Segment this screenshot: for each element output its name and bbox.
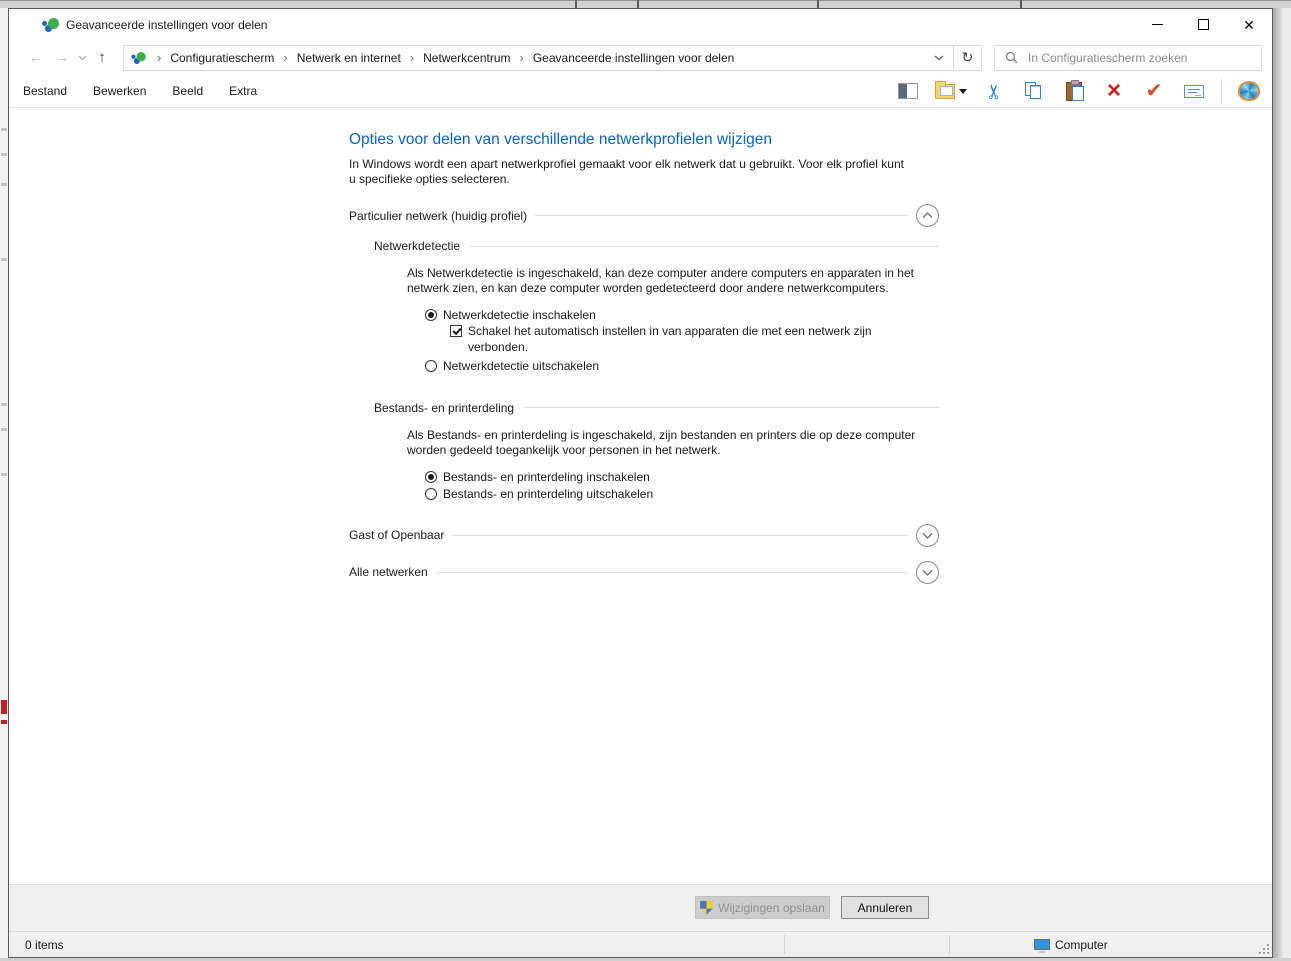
- radio-unselected-icon[interactable]: [425, 360, 437, 372]
- paste-button[interactable]: [1061, 78, 1087, 104]
- collapse-section-button[interactable]: [916, 204, 939, 227]
- minimize-button[interactable]: [1134, 9, 1180, 40]
- breadcrumb-separator-icon: ›: [519, 50, 524, 65]
- preview-pane-icon: [898, 83, 918, 99]
- resize-grip[interactable]: [1259, 944, 1269, 954]
- radio-label[interactable]: Netwerkdetectie uitschakelen: [443, 358, 600, 373]
- status-bar: [9, 931, 1272, 957]
- menu-tools[interactable]: Extra: [229, 84, 258, 98]
- chevron-down-icon: [934, 55, 944, 61]
- menu-edit[interactable]: Bewerken: [93, 84, 147, 98]
- radio-file-sharing-off[interactable]: [425, 487, 939, 501]
- refresh-button[interactable]: ↻: [954, 45, 982, 71]
- forward-button[interactable]: →: [54, 49, 70, 66]
- delete-button[interactable]: [1101, 78, 1127, 104]
- background-window-top: [0, 0, 1291, 8]
- save-button-label: Wijzigingen opslaan: [718, 900, 825, 915]
- close-icon: ✕: [1243, 16, 1255, 33]
- uac-shield-icon: [700, 901, 713, 915]
- cut-button[interactable]: [981, 78, 1007, 104]
- toolbar: [895, 78, 1262, 104]
- section-label: Particulier netwerk (huidig profiel): [349, 208, 528, 223]
- radio-label[interactable]: Bestands- en printerdeling inschakelen: [443, 469, 650, 484]
- subsection-label: Netwerkdetectie: [374, 239, 461, 253]
- items-count: 0 items: [25, 937, 64, 952]
- classic-shell-button[interactable]: [1236, 78, 1262, 104]
- chevron-down-icon: [922, 532, 933, 539]
- address-bar[interactable]: [123, 45, 954, 71]
- menu-toolbar-row: [9, 75, 1272, 108]
- chevron-up-icon: [922, 212, 933, 219]
- checkmark-icon: ✔: [1145, 80, 1163, 102]
- file-sharing-description: Als Bestands- en printerdeling is ingeschakeld, zijn bestanden en printers die op deze computer worden gedeeld toegankelijk voor personen in het netwerk.: [407, 427, 916, 457]
- radio-label[interactable]: Netwerkdetectie inschakelen: [443, 308, 596, 322]
- section-rule: [535, 215, 908, 216]
- toolbar-separator: [1221, 79, 1222, 103]
- subsection-label: Bestands- en printerdeling: [374, 400, 515, 415]
- radio-network-discovery-off[interactable]: [425, 359, 939, 373]
- cancel-button[interactable]: [841, 896, 929, 919]
- checkbox-checked-icon[interactable]: [450, 325, 462, 337]
- up-button[interactable]: ↑: [98, 49, 106, 66]
- shell-icon: [1238, 81, 1260, 101]
- address-dropdown-button[interactable]: [925, 46, 953, 70]
- radio-selected-icon[interactable]: [425, 309, 437, 321]
- delete-icon: ×: [1106, 77, 1121, 104]
- copy-button[interactable]: [1021, 78, 1047, 104]
- breadcrumb-separator-icon: ›: [409, 50, 415, 65]
- cut-icon: ✂: [983, 82, 1006, 100]
- page-intro: In Windows wordt een apart netwerkprofiel gemaakt voor elk netwerk dat u gebruikt. Voor elk profiel kunt u specifieke opties selecteren.: [349, 157, 904, 186]
- breadcrumb-item-network-center[interactable]: Netwerkcentrum: [423, 50, 511, 65]
- statusbar-location-label: Computer: [1055, 937, 1108, 952]
- folder-options-icon: [935, 84, 955, 99]
- section-rule: [436, 572, 908, 573]
- subsection-rule: [470, 246, 939, 247]
- breadcrumb-separator-icon: ›: [157, 50, 162, 65]
- network-sharing-icon: [42, 17, 60, 33]
- network-discovery-options: [425, 308, 939, 373]
- chevron-down-icon: [78, 55, 87, 61]
- maximize-icon: [1198, 19, 1209, 30]
- search-box: [994, 45, 1262, 71]
- subsection-rule: [524, 407, 939, 408]
- action-button-strip: [9, 884, 1272, 931]
- navigation-bar: [9, 40, 1272, 75]
- window-controls: [1134, 9, 1272, 40]
- close-button[interactable]: [1226, 9, 1272, 40]
- radio-selected-icon[interactable]: [425, 471, 437, 483]
- radio-label[interactable]: Bestands- en printerdeling uitschakelen: [443, 487, 654, 502]
- cancel-button-label: Annuleren: [857, 900, 913, 915]
- minimize-icon: [1152, 24, 1163, 25]
- copy-icon: [1025, 82, 1043, 100]
- search-icon: [1005, 51, 1018, 64]
- file-sharing-options: [425, 470, 939, 502]
- menu-view[interactable]: Beeld: [172, 84, 204, 98]
- save-changes-button[interactable]: [695, 896, 830, 919]
- breadcrumb-separator-icon: ›: [283, 50, 288, 65]
- apply-button[interactable]: [1141, 78, 1167, 104]
- computer-icon: [1034, 939, 1050, 950]
- breadcrumb-item-advanced-sharing[interactable]: Geavanceerde instellingen voor delen: [532, 50, 735, 65]
- titlebar: [9, 9, 1272, 40]
- section-label: Alle netwerken: [349, 565, 428, 580]
- content-area: [9, 108, 1272, 884]
- checkbox-label[interactable]: Schakel het automatisch instellen in van apparaten die met een netwerk zijn verbonden.: [468, 324, 872, 354]
- network-sharing-icon: [131, 51, 146, 65]
- section-all-networks: [349, 561, 939, 584]
- subsection-file-printer-sharing: [374, 401, 939, 415]
- statusbar-separator: [949, 935, 950, 954]
- maximize-button[interactable]: [1180, 9, 1226, 40]
- paste-icon: [1066, 82, 1082, 101]
- back-button[interactable]: ←: [28, 49, 44, 66]
- recent-locations-button[interactable]: [75, 55, 89, 61]
- folder-options-button[interactable]: [935, 78, 967, 104]
- section-rule: [452, 535, 908, 536]
- email-button[interactable]: [1181, 78, 1207, 104]
- page-title: Opties voor delen van verschillende netwerkprofielen wijzigen: [349, 131, 773, 148]
- window-title: Geavanceerde instellingen voor delen: [66, 17, 268, 32]
- expand-section-button[interactable]: [916, 524, 939, 547]
- expand-section-button[interactable]: [916, 561, 939, 584]
- breadcrumb: [124, 50, 925, 66]
- section-guest-public: [349, 524, 939, 547]
- chevron-down-icon: [959, 89, 967, 94]
- chevron-down-icon: [922, 569, 933, 576]
- advanced-sharing-window: [8, 8, 1273, 958]
- checkbox-auto-setup-devices[interactable]: [450, 324, 939, 355]
- menu-file[interactable]: Bestand: [23, 84, 68, 98]
- section-label: Gast of Openbaar: [349, 528, 445, 543]
- background-right-sliver: [1273, 8, 1291, 961]
- network-discovery-description: Als Netwerkdetectie is ingeschakeld, kan deze computer andere computers en apparaten in het netwerk zien, en kan deze computer worden gedetecteerd door andere netwerkcomputers.: [407, 266, 914, 295]
- radio-network-discovery-on[interactable]: [425, 308, 939, 322]
- subsection-network-discovery: [374, 239, 939, 253]
- radio-unselected-icon[interactable]: [425, 488, 437, 500]
- breadcrumb-item-network-internet[interactable]: Netwerk en internet: [296, 50, 401, 65]
- section-private-network: [349, 204, 939, 227]
- email-icon: [1184, 85, 1204, 98]
- preview-pane-button[interactable]: [895, 78, 921, 104]
- radio-file-sharing-on[interactable]: [425, 470, 939, 484]
- statusbar-location: [1034, 938, 1108, 952]
- breadcrumb-item-control-panel[interactable]: Configuratiescherm: [170, 50, 275, 65]
- statusbar-separator: [784, 935, 785, 954]
- search-input[interactable]: [1026, 50, 1261, 66]
